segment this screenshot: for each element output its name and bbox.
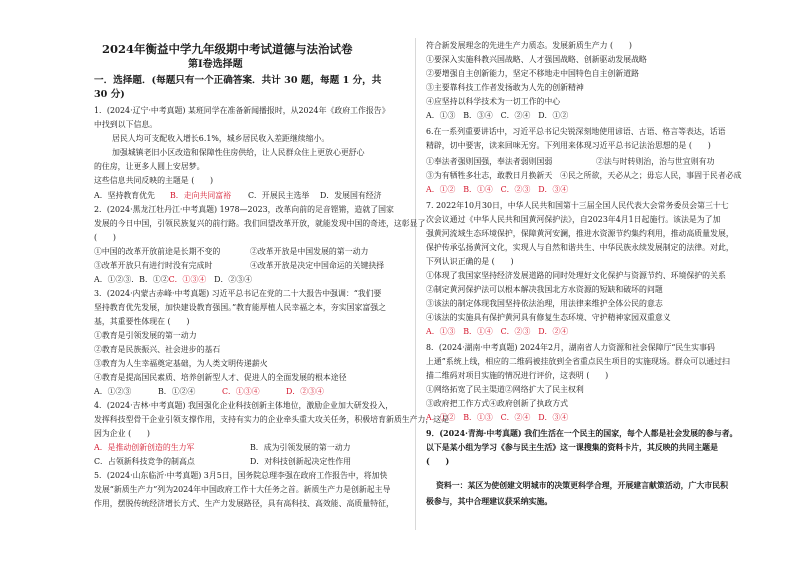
q3-item-4: ④教育是提高国民素质、培养创新型人才、促进人的全面发展的根本途径: [94, 373, 347, 382]
q9-stem: 9．(2024·青海·中考真题) 我们生活在一个民主的国家，每个人都是社会发展的参与者。: [426, 429, 738, 438]
q2-item-1: ①中国的改革开放前途是长期不变的: [94, 247, 221, 256]
column-divider: [415, 38, 416, 530]
q5-item-2: ②要增强自主创新能力，坚定不移地走中国特色自主创新道路: [426, 69, 640, 78]
q1-question: 这些信息共同反映的主题是 ( ): [94, 176, 214, 185]
q8-stem-cont: 描二维码对项目实施的情况进行评价，这表明 ( ): [426, 371, 609, 380]
q5-choices: A．①③ B．③④ C．②④ D．①②: [426, 111, 569, 120]
q5-item-4: ④应坚持以科学技术为一切工作的中心: [426, 97, 561, 106]
q7-stem-cont: 下列认识正确的是 ( ): [426, 257, 514, 266]
q5-stem: 5．(2024·山东临沂·中考真题) 3月5日，国务院总理李强在政府工作报告中，将加快: [94, 471, 388, 480]
q8-stem-cont: 上通”系统上线，相应的二维码被挂放到全省重点民生项目的实施现场。群众可以通过扫: [426, 357, 730, 366]
q4-option-d: D．对科技创新起决定性作用: [250, 457, 352, 466]
q6-stem: 6.在一系列重要讲话中，习近平总书记尖锐深刻地使用谚语、古语、格言等表达，话语: [426, 127, 726, 136]
q8-stem: 8．(2024·湖南·中考真题) 2024年2月，湖南省人力资源和社会保障厅“民生实事码: [426, 343, 715, 352]
q7-stem: 7. 2022年10月30日，中华人民共和国第十三届全国人民代表大会常务委员会第三十七: [426, 201, 729, 210]
q1-stem-cont: 中找到以下信息。: [94, 120, 158, 129]
q3-stem: 3．(2024·内蒙古赤峰·中考真题) 习近平总书记在党的二十大报告中强调：“我们要: [94, 289, 382, 298]
q4-option-c: C．占领新科技竞争的制高点: [94, 457, 195, 466]
exam-title: 2024年衡益中学九年级期中考试道德与法治试卷: [102, 42, 353, 56]
q5-item-3: ③主要靠科技工作者发扬敢为人先的创新精神: [426, 83, 584, 92]
q1-option-a: A．坚持教育优先: [94, 191, 155, 200]
part-heading-cont: 30 分): [94, 89, 125, 100]
q7-item-2: ②制定黄河保护法可以根本解决我国北方水资源的短缺和破坏的问题: [426, 285, 663, 294]
q3-option-a: A．①②③: [94, 387, 132, 396]
q3-stem-cont: 坚持教育优先发展，加快建设教育强国。”教育能厚植人民幸福之本，夯实国家富强之: [94, 303, 387, 312]
q2-item-2: ②改革开放是中国发展的第一动力: [250, 247, 369, 256]
q7-item-3: ③该法的制定体现我国坚持依法治理，用法律来维护全体公民的意志: [426, 299, 663, 308]
q2-stem-cont: 发展的今日中国，引领民族复兴的前行路。我们回望改革开放，就能发现中国的奇迹，这彰显了: [94, 219, 426, 228]
q4-stem: 4．(2024·吉林·中考真题) 我国强化企业科技创新主体地位，激励企业加大研发投入，: [94, 401, 394, 410]
q4-option-a: A．是推动创新创造的生力军: [94, 443, 195, 452]
q7-item-4: ④该法的实施具有保护黄河具有修复生态环境、守护精神家园双重意义: [426, 313, 671, 322]
q3-option-c: C．①③④: [222, 387, 260, 396]
q3-item-3: ③教育为人生幸福奠定基础，为人类文明传递薪火: [94, 359, 268, 368]
q3-option-b: B．①②④: [158, 387, 196, 396]
q5-stem-cont: 作用，摆脱传统经济增长方式、生产力发展路径，具有高科技、高效能、高质量特征，: [94, 499, 394, 508]
q3-option-d: D．②③④: [286, 387, 324, 396]
q3-item-2: ②教育是民族振兴、社会进步的基石: [94, 345, 221, 354]
q7-choices: A．①③ B．①④ C．②③ D．②④: [426, 327, 569, 336]
q6-item-1: ①奉法者强则国强，奉法者弱则国弱: [426, 157, 553, 166]
q5-stem-cont: 发展“新质生产力”列为2024年中国政府工作十大任务之首。新质生产力是创新起主导: [94, 485, 391, 494]
q1-option-c: C．开展民主选举: [248, 191, 310, 200]
q8-choices: A．①② B．①③ C．②④ D．③④: [426, 413, 569, 422]
q7-item-1: ①体现了我国家坚持经济发展道路的同时处理好文化保护与资源节约、环境保护的关系: [426, 271, 726, 280]
q4-stem-cont: 发挥科技型骨干企业引领支撑作用，支持有实力的企业牵头重大攻关任务，积极培育新质生产力，这是: [94, 415, 450, 424]
q9-material-1-cont: 极参与，其中合理建议获采纳实施。: [426, 497, 553, 506]
q1-option-b: B．走向共同富裕: [170, 191, 232, 200]
q2-choices: A．①②③．B．①②C．①③④ D．②③④: [94, 275, 253, 284]
q2-answer-mark: C．①③④: [168, 275, 207, 284]
q6-item-2: ②法与时转则治，治与世宜则有功: [596, 157, 715, 166]
q7-stem-cont: 强黄河流域生态环境保护，保障黄河安澜，推进水资源节约集约利用，推动高质量发展，: [426, 229, 734, 238]
section-title: 第Ⅰ卷选择题: [188, 59, 243, 70]
q1-quote: 加强城镇老旧小区改造和保障性住房供给，让人民群众住上更放心更舒心: [112, 148, 365, 157]
q8-item-2: ③政府把工作方式④政府创新了执政方式: [426, 399, 569, 408]
q1-quote: 的住房，让更多人圆上安居梦。: [94, 162, 205, 171]
q7-stem-cont: 次会议通过《中华人民共和国黄河保护法》，自2023年4月1日起施行。该法是为了加: [426, 215, 721, 224]
part-heading: 一．选择题．(每题只有一个正确答案．共计 30 题，每题 1 分，共: [94, 75, 382, 86]
q2-item-4: ④改革开放是决定中国命运的关键抉择: [250, 261, 385, 270]
q6-stem-cont: 精辟，切中要害，读来回味无穷。下列用来体现习近平总书记法治思想的是 ( ): [426, 141, 711, 150]
q9-stem-cont: 以下是某小组为学习《参与民主生活》这一课搜集的资料卡片，其反映的共同主题是: [426, 443, 718, 452]
q9-stem-cont: ( ): [426, 457, 450, 466]
q6-item-4: ④民之所欲，天必从之；毋忘人民，事固于民者必成: [560, 171, 742, 180]
q5-stem-cont: 符合新发展理念的先进生产力质态。发展新质生产力 ( ): [426, 41, 632, 50]
q3-item-1: ①教育是引领发展的第一动力: [94, 331, 197, 340]
q1-stem: 1．(2024·辽宁·中考真题) 某班同学在准备新闻播报时，从2024年《政府工作报告》: [94, 106, 390, 115]
q6-item-3: ③为有牺牲多壮志，敢教日月换新天: [426, 171, 553, 180]
q5-item-1: ①要深入实施科教兴国战略、人才强国战略、创新驱动发展战略: [426, 55, 647, 64]
q7-stem-cont: 保护传承弘扬黄河文化，实现人与自然和谐共生、中华民族永续发展制定的法律。对此，: [426, 243, 734, 252]
q4-stem-cont: 因为企业 ( ): [94, 429, 151, 438]
q3-stem-cont: 基，其重要性体现在 ( ): [94, 317, 190, 326]
q6-choices: A．①② B．①④ C．②③ D．③④: [426, 185, 569, 194]
q1-quote: 居民人均可支配收入增长6.1%，城乡居民收入差距继续缩小。: [112, 134, 330, 143]
q4-option-b: B．成为引领发展的第一动力: [250, 443, 351, 452]
q2-stem-cont: ( ): [94, 233, 116, 242]
q8-item-1: ①网络拓宽了民主渠道②网络扩大了民主权利: [426, 385, 584, 394]
q2-item-3: ③改革开放只有进行时没有完成时: [94, 261, 213, 270]
q2-stem: 2．(2024·黑龙江牡丹江·中考真题) 1978—2023，改革向前的足音铿锵，造就了国家: [94, 205, 394, 214]
q9-material-1: 资料一：某区为使创建文明城市的决策更科学合理，开展建言献策活动，广大市民积: [436, 481, 728, 490]
q1-option-d: D．发展国有经济: [320, 191, 382, 200]
